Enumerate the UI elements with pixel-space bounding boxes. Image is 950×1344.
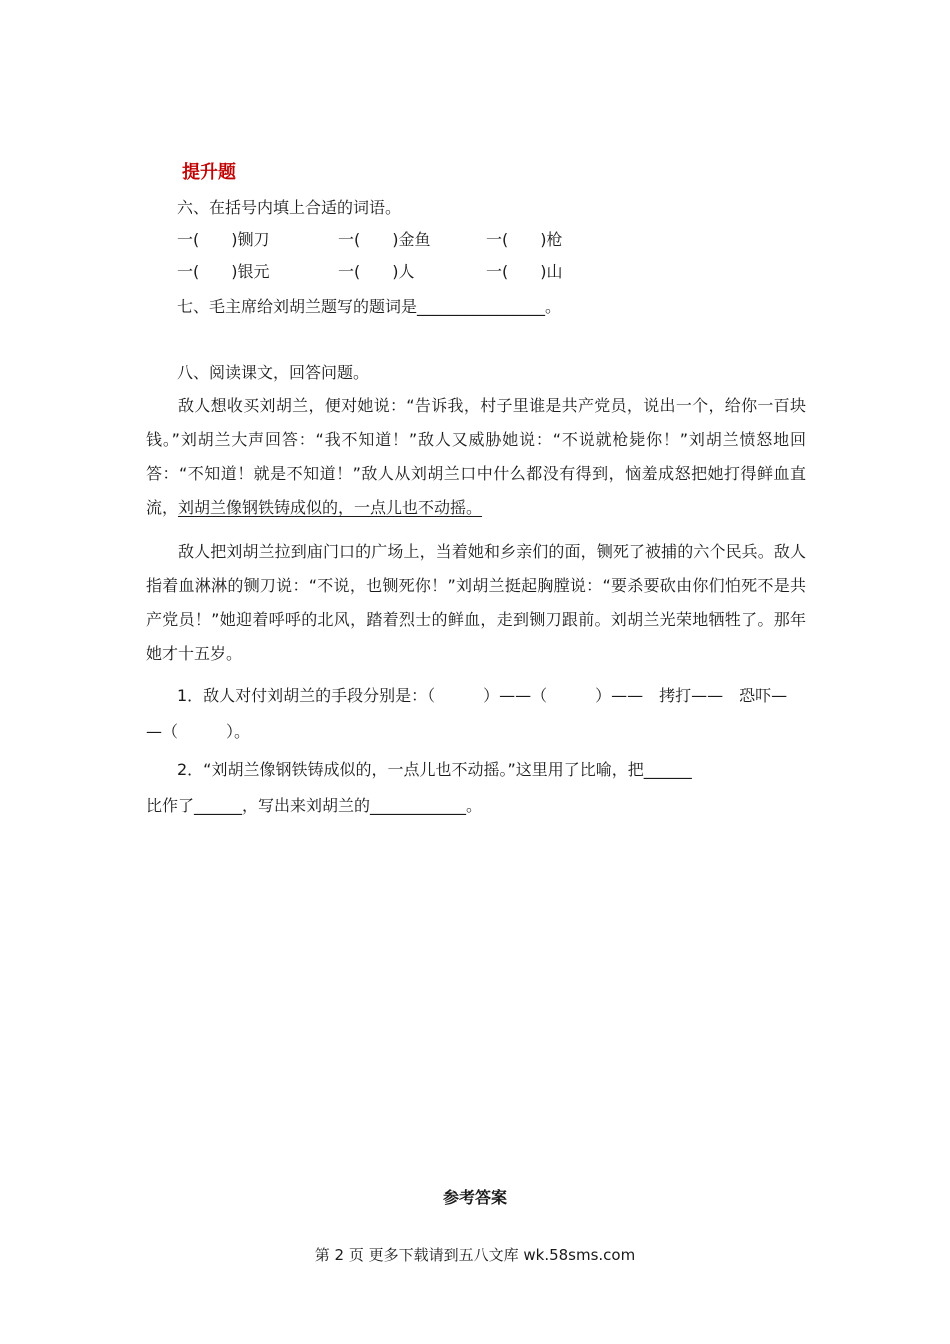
q8-prompt: 八、阅读课文，回答问题。: [177, 363, 370, 382]
q6-item: 一( )山: [486, 262, 563, 281]
q6-item: 一( )人: [338, 262, 415, 281]
q6-item: 一( )枪: [486, 230, 563, 249]
q7-line: [177, 296, 561, 318]
q7-blank: ________________: [417, 297, 546, 316]
page-footer: 第 2 页 更多下载请到五八文库 wk.58sms.com: [314, 1246, 636, 1264]
section-title: 提升题: [182, 162, 236, 183]
reading-paragraph-1: [146, 389, 806, 525]
q6-item: 一( )银元: [177, 262, 270, 281]
q7-end: 。: [545, 297, 562, 316]
subquestion-2-line-1: 2．“刘胡兰像钢铁铸成似的，一点儿也不动摇。”这里用了比喻，把______: [177, 760, 692, 779]
underlined-sentence: 刘胡兰像钢铁铸成似的，一点儿也不动摇。: [178, 498, 483, 517]
subquestion-1-line-2: —（ ）。: [146, 722, 251, 741]
q6-item: 一( )金鱼: [338, 230, 431, 249]
reading-paragraph-2: 敌人把刘胡兰拉到庙门口的广场上，当着她和乡亲们的面，铡死了被捕的六个民兵。敌人指着血淋淋的铡刀说：“不说，也铡死你！”刘胡兰挺起胸膛说：“要杀要砍由你们怕死不是共产党员！”她迎着呼呼的北风，踏着烈士的鲜血，走到铡刀跟前。刘胡兰光荣地牺牲了。那年她才十五岁。: [146, 542, 806, 663]
subquestion-2-line-2: 比作了______，写出来刘胡兰的____________。: [146, 796, 483, 815]
subquestion-1-line-1: 1．敌人对付刘胡兰的手段分别是：（ ）——（ ）—— 拷打—— 恐吓—: [177, 686, 788, 705]
q6-prompt: 六、在括号内填上合适的词语。: [177, 198, 402, 217]
q6-item: 一( )铡刀: [177, 230, 270, 249]
answer-heading: 参考答案: [442, 1188, 507, 1207]
paragraph-1-text: 敌人想收买刘胡兰，便对她说：“告诉我，村子里谁是共产党员，说出一个，给你一百块钱。”刘胡兰大声回答：“我不知道！”敌人又威胁她说：“不说就枪毙你！”刘胡兰愤怒地回答：“不知道！就是不知道！”敌人从刘胡兰口中什么都没有得到，恼羞成怒把她打得鲜血直流，: [146, 396, 806, 517]
q7-prompt: 七、毛主席给刘胡兰题写的题词是: [177, 297, 418, 316]
